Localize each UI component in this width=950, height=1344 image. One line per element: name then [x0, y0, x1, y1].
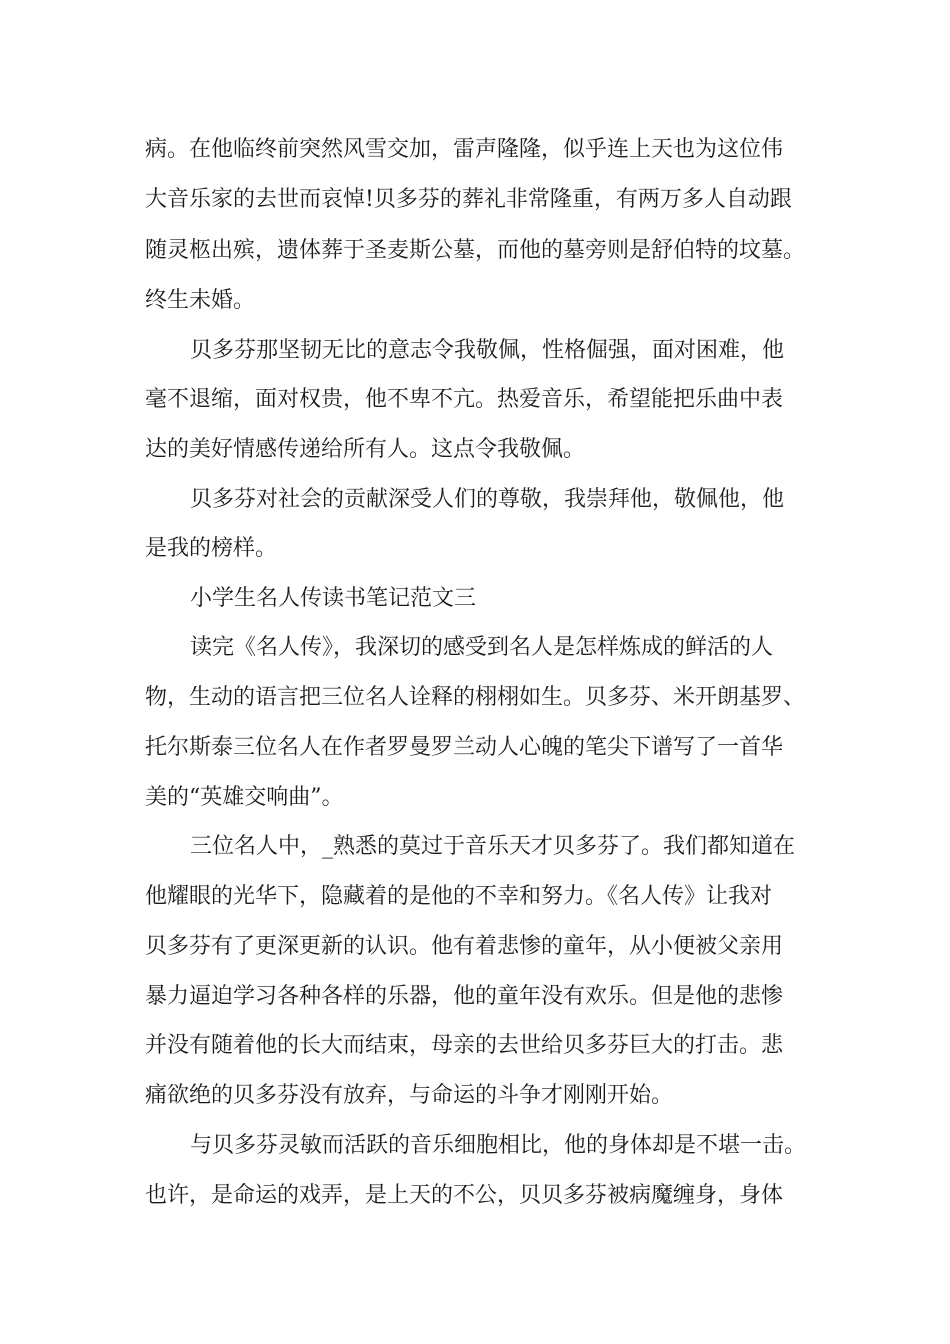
- text-line: 达的美好情感传递给所有人。这点令我敬佩。: [145, 437, 586, 462]
- text-line: 是我的榜样。: [145, 536, 278, 561]
- text-line: 也许，是命运的戏弄，是上天的不公，贝贝多芬被病魔缠身，身体: [145, 1183, 784, 1208]
- text-line: 终生未婚。: [145, 288, 256, 313]
- text-line: 托尔斯泰三位名人在作者罗曼罗兰动人心魄的笔尖下谱写了一首华: [145, 735, 784, 760]
- text-line: 他耀眼的光华下，隐藏着的是他的不幸和努力。《名人传》让我对: [145, 884, 773, 909]
- text-line: 贝多芬有了更深更新的认识。他有着悲惨的童年，从小便被父亲用: [145, 934, 784, 959]
- text-line: 痛欲绝的贝多芬没有放弃，与命运的斗争才刚刚开始。: [145, 1083, 674, 1108]
- text-line: 与贝多芬灵敏而活跃的音乐细胞相比，他的身体却是不堪一击。: [190, 1133, 807, 1158]
- text-line: 三位名人中，_熟悉的莫过于音乐天才贝多芬了。我们都知道在: [190, 834, 796, 859]
- text-line: 贝多芬对社会的贡献深受人们的尊敬，我崇拜他，敬佩他，他: [190, 487, 785, 512]
- text-line: 随灵柩出殡，遗体葬于圣麦斯公墓，而他的墓旁则是舒伯特的坟墓。: [145, 238, 806, 263]
- text-line: 贝多芬那坚韧无比的意志令我敬佩，性格倔强，面对困难，他: [190, 338, 785, 363]
- text-line: 并没有随着他的长大而结束，母亲的去世给贝多芬巨大的打击。悲: [145, 1033, 784, 1058]
- text-line: 物，生动的语言把三位名人诠释的栩栩如生。贝多芬、米开朗基罗、: [145, 685, 806, 710]
- text-line: 读完《名人传》，我深切的感受到名人是怎样炼成的鲜活的人: [190, 635, 774, 660]
- text-line: 美的“英雄交响曲”。: [145, 785, 344, 810]
- section-heading: 小学生名人传读书笔记范文三: [190, 586, 477, 611]
- text-line: 大音乐家的去世而哀悼!贝多芬的葬礼非常隆重，有两万多人自动跟: [145, 187, 792, 212]
- text-line: 毫不退缩，面对权贵，他不卑不亢。热爱音乐，希望能把乐曲中表: [145, 387, 784, 412]
- text-line: 病。在他临终前突然风雪交加，雷声隆隆，似乎连上天也为这位伟: [145, 137, 784, 162]
- text-line: 暴力逼迫学习各种各样的乐器，他的童年没有欢乐。但是他的悲惨: [145, 984, 784, 1009]
